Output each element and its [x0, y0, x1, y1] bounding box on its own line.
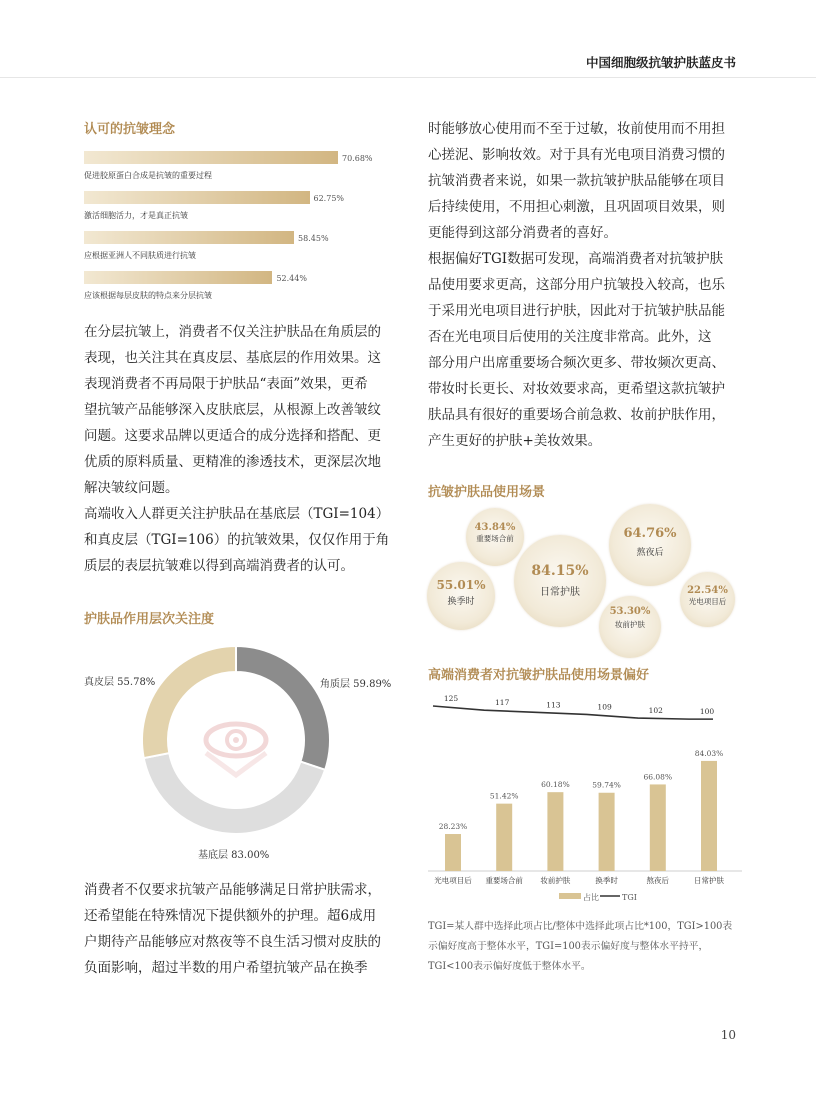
footnote-line: TGI<100表示偏好度低于整体水平。 — [428, 961, 591, 972]
right-paragraph-line: 否在光电项目后使用的关注度非常高。此外，这 — [428, 329, 712, 345]
right-paragraph-line: 部分用户出席重要场合频次更多、带妆频次更高、 — [428, 355, 725, 371]
bubble-label: 换季时 — [447, 597, 475, 607]
pref-bar-value-label: 84.03% — [694, 748, 724, 758]
bubble-label: 光电项目后 — [688, 597, 727, 606]
pref-category-label: 日常护肤 — [694, 876, 724, 885]
pref-bar-value-label: 51.42% — [489, 791, 519, 801]
right-paragraph-line: 时能够放心使用而不至于过敏，妆前使用而不用担 — [428, 121, 725, 137]
pref-bar-value-label: 66.08% — [643, 772, 673, 782]
tgi-value-label: 125 — [443, 694, 459, 703]
pref-bar — [650, 784, 666, 871]
bubble-label: 熬夜后 — [636, 548, 664, 558]
tgi-value-label: 102 — [648, 706, 663, 716]
bubble-season-change — [427, 562, 495, 630]
tgi-value-label: 117 — [495, 698, 510, 708]
bubble-important-occasion — [466, 508, 524, 566]
page-header-title: 中国细胞级抗皱护肤蓝皮书 — [585, 55, 736, 70]
pref-bar-value-label: 28.23% — [438, 822, 468, 832]
pref-category-label: 光电项目后 — [434, 876, 472, 885]
tgi-value-label: 109 — [597, 702, 612, 712]
bubble-daily — [514, 535, 606, 627]
concept-bar — [84, 191, 310, 204]
donut-segment-basal — [144, 753, 325, 834]
concept-bar-label: 促进胶原蛋白合成是抗皱的重要过程 — [84, 171, 212, 180]
footnote-line: 示偏好度高于整体水平，TGI=100表示偏好度与整体水平持平， — [428, 941, 709, 952]
donut-label-cuticle: 角质层 59.89% — [320, 679, 392, 690]
right-paragraph-line: 后持续使用，不用担心刺激，且巩固项目效果，则 — [428, 199, 725, 215]
pref-bar-value-label: 59.74% — [592, 780, 621, 790]
right-paragraph-line: 产生更好的护肤+美妆效果。 — [428, 433, 602, 449]
donut-segment-cuticle — [236, 646, 330, 770]
pref-bar — [547, 792, 563, 871]
pref-bar — [496, 804, 512, 871]
left-paragraph-2-line: 还希望能在特殊情况下提供额外的护理。超6成用 — [84, 908, 377, 924]
bubble-pre-makeup — [599, 596, 661, 658]
header-divider — [0, 77, 816, 78]
left-paragraph-2-line: 消费者不仅要求抗皱产品能够满足日常护肤需求， — [84, 882, 381, 898]
left-paragraph-1-line: 解决皱纹问题。 — [84, 480, 179, 496]
legend-label-share: 占比 — [583, 893, 599, 902]
pref-bar — [445, 834, 461, 871]
bubble-value: 64.76% — [623, 526, 677, 541]
left-paragraph-1-line: 表现，也关注其在真皮层、基底层的作用效果。这 — [84, 350, 381, 366]
bubble-late-night — [609, 504, 691, 586]
bubble-value: 55.01% — [436, 578, 486, 592]
donut-label-dermis: 真皮层 55.78% — [84, 677, 156, 688]
right-paragraph-line: 心搓泥、影响妆效。对于具有光电项目消费习惯的 — [428, 147, 725, 163]
chart-legend — [559, 892, 637, 902]
bubble-value: 22.54% — [687, 585, 728, 596]
bubble-label: 重要场合前 — [476, 534, 514, 543]
left-paragraph-1-line: 在分层抗皱上，消费者不仅关注护肤品在角质层的 — [84, 324, 381, 340]
right-paragraph-line: 品使用要求更高，这部分用户抗皱投入较高，也乐 — [428, 277, 725, 293]
layer-donut-chart — [80, 635, 410, 870]
tgi-value-label: 113 — [546, 700, 561, 710]
left-paragraph-2-line: 户期待产品能够应对熬夜等不良生活习惯对皮肤的 — [84, 934, 381, 950]
left-paragraph-2-line: 负面影响，超过半数的用户希望抗皱产品在换季 — [84, 960, 368, 976]
concept-bar-label: 应根据亚洲人不同肤质进行抗皱 — [84, 251, 196, 260]
legend-swatch-share — [559, 893, 581, 899]
left-paragraph-1-line: 问题。这要求品牌以更适合的成分选择和搭配、更 — [84, 428, 381, 444]
pref-category-label: 妆前护肤 — [540, 876, 571, 885]
tgi-value-label: 100 — [699, 707, 715, 717]
preference-section-title: 高端消费者对抗皱护肤品使用场景偏好 — [428, 668, 650, 683]
concept-bar — [84, 271, 272, 284]
right-paragraph-line: 抗皱消费者来说，如果一款抗皱护肤品能够在项目 — [428, 173, 725, 189]
bubble-value: 43.84% — [474, 522, 516, 533]
pref-category-label: 重要场合前 — [485, 876, 523, 885]
pref-bar — [701, 761, 717, 871]
bubble-value: 53.30% — [609, 606, 651, 617]
donut-label-basal: 基底层 83.00% — [198, 850, 270, 861]
right-paragraph-line: 更能得到这部分消费者的喜好。 — [428, 225, 617, 241]
bubble-value: 84.15% — [531, 563, 589, 579]
pref-category-label: 熬夜后 — [646, 876, 670, 885]
right-paragraph — [428, 116, 736, 454]
concept-bar-label: 激活细胞活力，才是真正抗皱 — [84, 211, 188, 220]
footnote-line: TGI=某人群中选择此项占比/整体中选择此项占比*100，TGI>100表 — [428, 921, 733, 932]
right-paragraph-line: 根据偏好TGI数据可发现，高端消费者对抗皱护肤 — [428, 251, 724, 267]
layer-section-title: 护肤品作用层次关注度 — [84, 612, 215, 627]
bubble-label: 日常护肤 — [540, 587, 580, 598]
concept-bar-value: 62.75% — [313, 194, 345, 203]
scene-section-title: 抗皱护肤品使用场景 — [428, 485, 546, 500]
left-paragraph-1 — [84, 319, 392, 579]
right-paragraph-line: 带妆时长更长、对妆效要求高，更希望这款抗皱护 — [428, 381, 725, 397]
page-number: 10 — [720, 1028, 736, 1042]
left-paragraph-1-line: 望抗皱产品能够深入皮肤底层，从根源上改善皱纹 — [84, 402, 381, 418]
concept-bar — [84, 151, 338, 164]
eye-logo-icon — [206, 724, 266, 775]
tgi-footnote — [428, 917, 748, 977]
left-paragraph-1-line: 优质的原料质量、更精准的渗透技术，更深层次地 — [84, 454, 381, 470]
right-paragraph-line: 肤品具有很好的重要场合前急救、妆前护肤作用， — [428, 407, 725, 423]
donut-segment-dermis — [142, 646, 236, 758]
left-paragraph-2 — [84, 877, 392, 981]
bubble-photoelectric — [680, 572, 735, 627]
concept-section-title: 认可的抗皱理念 — [84, 122, 176, 137]
concept-bar-value: 70.68% — [342, 154, 373, 163]
concept-bar-value: 52.44% — [276, 274, 307, 283]
left-paragraph-1-line: 质层的表层抗皱难以得到高端消费者的认可。 — [84, 558, 354, 574]
left-paragraph-1-line: 表现消费者不再局限于护肤品“表面”效果，更希 — [84, 376, 368, 392]
bubble-label: 妆前护肤 — [615, 620, 645, 629]
pref-bar — [599, 793, 615, 871]
pref-bar-value-label: 60.18% — [541, 780, 570, 790]
concept-bar — [84, 231, 294, 244]
concept-bar-value: 58.45% — [298, 234, 329, 243]
tgi-series-line — [433, 706, 713, 719]
left-paragraph-1-line: 和真皮层（TGI=106）的抗皱效果，仅仅作用于角 — [84, 532, 390, 548]
left-paragraph-1-line: 高端收入人群更关注护肤品在基底层（TGI=104） — [84, 506, 390, 522]
legend-label-tgi: TGI — [622, 893, 637, 902]
right-paragraph-line: 于采用光电项目进行护肤，因此对于抗皱护肤品能 — [428, 303, 725, 319]
preference-combo-chart — [420, 688, 750, 910]
concept-bar-label: 应该根据每层皮肤的特点来分层抗皱 — [84, 291, 212, 300]
pref-category-label: 换季时 — [595, 876, 618, 885]
